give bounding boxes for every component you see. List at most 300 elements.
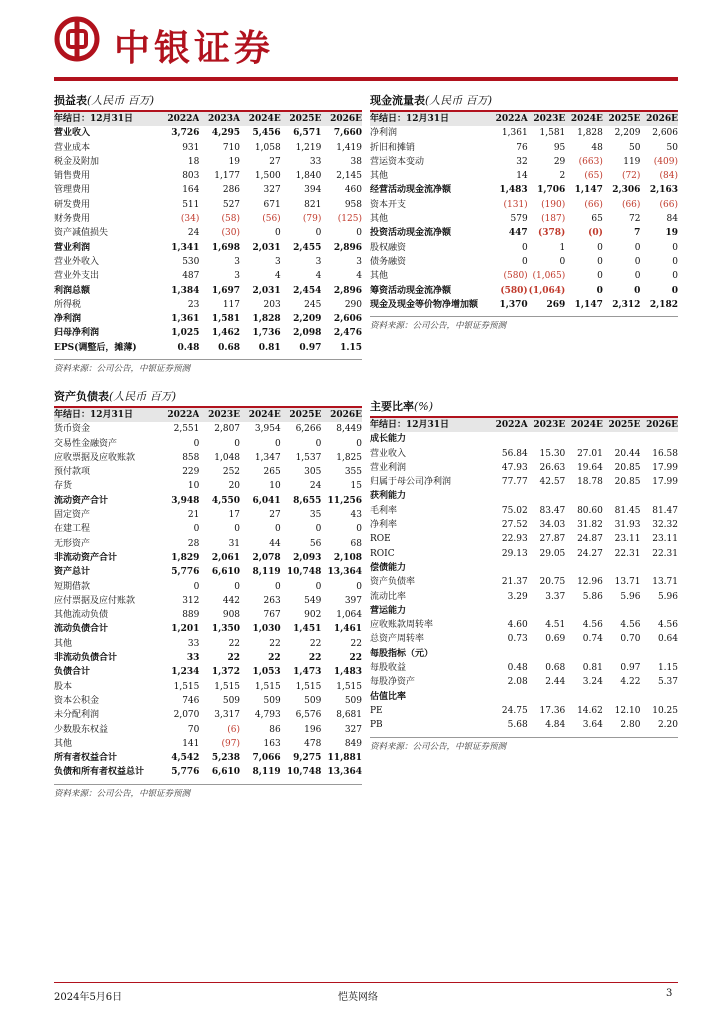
cell-value: 229: [182, 467, 200, 478]
key-ratios-table: [370, 418, 678, 733]
table-row: [370, 241, 678, 255]
row-label: 营业收入: [370, 448, 407, 459]
cell-value: (125): [337, 214, 362, 225]
row-label: 所有者权益合计: [54, 753, 118, 764]
table-row: [54, 212, 362, 226]
table-row: [370, 284, 678, 298]
cell-value: 6,576: [295, 710, 322, 721]
cell-value: 164: [182, 185, 200, 196]
cell-value: 27.52: [501, 520, 528, 531]
row-label: 营业成本: [54, 142, 91, 153]
cell-value: 1,053: [252, 667, 281, 678]
cell-value: 1,515: [336, 681, 362, 692]
cell-value: (190): [541, 199, 566, 210]
cell-value: 26.63: [539, 462, 566, 473]
cell-value: (79): [302, 214, 322, 225]
cell-value: 4,295: [211, 128, 241, 139]
cell-value: 1,515: [295, 681, 322, 692]
table-row: [370, 169, 678, 183]
table-row: [54, 580, 362, 594]
cell-value: 1,828: [252, 314, 281, 325]
cell-value: (187): [541, 214, 566, 225]
cell-value: 3: [234, 271, 241, 282]
cell-value: 14: [516, 171, 528, 182]
cell-value: 4,542: [171, 753, 200, 764]
cell-value: 65: [591, 214, 603, 225]
cell-value: 821: [304, 199, 322, 210]
table-row: [370, 532, 678, 546]
table-row: [370, 155, 678, 169]
source-note: 资料来源：公司公告，中银证券预测: [54, 784, 362, 799]
cell-value: 6,571: [293, 128, 322, 139]
table-row: [370, 575, 678, 589]
cell-value: [565, 647, 603, 661]
cell-value: 34.03: [539, 520, 566, 531]
row-label: 少数股东权益: [54, 724, 109, 735]
cell-value: 0.68: [218, 342, 241, 353]
cell-value: 0.81: [582, 663, 603, 674]
cell-value: 509: [222, 695, 241, 706]
cell-value: 1,201: [171, 624, 200, 635]
row-label: 成长能力: [370, 434, 407, 445]
row-label: 研发费用: [54, 199, 91, 210]
cell-value: 24.75: [501, 705, 528, 716]
row-label: 毛利率: [370, 505, 398, 516]
cell-value: 22.31: [652, 548, 678, 559]
cell-value: 5.68: [507, 720, 528, 731]
row-label: 短期借款: [54, 581, 91, 592]
table-row: [370, 661, 678, 675]
cell-value: 1,350: [211, 624, 241, 635]
row-label: 折旧和摊销: [370, 142, 416, 153]
cell-value: 0: [597, 256, 603, 267]
cell-value: 75.02: [501, 505, 528, 516]
cell-value: 4.56: [657, 620, 678, 631]
row-label: 股权融资: [370, 242, 407, 253]
table-row: [54, 198, 362, 212]
source-note: 资料来源：公司公告，中银证券预测: [54, 359, 362, 374]
cell-value: 6,610: [211, 567, 241, 578]
cell-value: 31.82: [577, 520, 603, 531]
cell-value: 3,726: [171, 128, 200, 139]
cell-value: 22: [269, 638, 281, 649]
cell-value: 4.22: [620, 677, 641, 688]
cell-value: 2,093: [293, 552, 322, 563]
cell-value: 1,451: [293, 624, 322, 635]
cell-value: 746: [182, 695, 200, 706]
row-label: 未分配利润: [54, 710, 100, 721]
cell-value: 0: [315, 581, 322, 592]
cell-value: 5,776: [171, 567, 200, 578]
cell-value: 290: [344, 299, 362, 310]
cash-flow-panel: [370, 92, 678, 331]
bank-of-china-logo-icon: [54, 16, 100, 62]
cell-value: 355: [344, 467, 362, 478]
cell-value: 0: [356, 581, 362, 592]
cell-value: 0: [596, 285, 603, 296]
cell-value: (56): [262, 214, 281, 225]
cash-flow-table: [370, 112, 678, 312]
row-label: 净利润: [370, 128, 398, 139]
cell-value: 269: [546, 299, 566, 310]
table-row: [54, 651, 362, 665]
cell-value: 196: [304, 724, 322, 735]
row-label: 流动负债合计: [54, 624, 109, 635]
cell-value: 48: [591, 142, 603, 153]
cell-value: 1,515: [254, 681, 281, 692]
cell-value: 38: [350, 156, 362, 167]
cell-value: 1,515: [173, 681, 200, 692]
table-row: [370, 675, 678, 689]
table-row: [54, 622, 362, 636]
cell-value: 119: [623, 156, 641, 167]
table-section-row: [370, 432, 678, 446]
income-statement-table: [54, 112, 362, 355]
cell-value: (58): [221, 214, 241, 225]
cell-value: (378): [537, 228, 566, 239]
cell-value: 0: [634, 285, 641, 296]
table-row: [54, 312, 362, 326]
cell-value: 671: [263, 199, 281, 210]
cell-value: 0: [274, 524, 281, 535]
cell-value: 29: [553, 156, 566, 167]
row-label: 销售费用: [54, 171, 91, 182]
cell-value: 84: [666, 214, 678, 225]
cell-value: [565, 432, 603, 446]
cell-value: [565, 690, 603, 704]
cell-value: 5,456: [252, 128, 281, 139]
cell-value: 29.13: [501, 548, 528, 559]
row-label: 其他流动负债: [54, 610, 109, 621]
table-row: [54, 326, 362, 340]
cell-value: 7: [634, 228, 641, 239]
cell-value: 86: [269, 724, 281, 735]
cell-value: [603, 561, 641, 575]
cell-value: 13,364: [327, 767, 362, 778]
cell-value: 1.15: [657, 663, 678, 674]
cell-value: 0: [315, 524, 322, 535]
cell-value: 0.97: [620, 663, 641, 674]
table-row: [54, 608, 362, 622]
cell-value: 24.87: [577, 534, 603, 545]
cell-value: 2,098: [293, 328, 322, 339]
cell-value: 3: [274, 256, 281, 267]
table-row: [54, 284, 362, 298]
cell-value: [640, 690, 678, 704]
cell-value: 22: [349, 653, 362, 664]
row-label: 存货: [54, 481, 73, 492]
cell-value: 1,419: [336, 142, 362, 153]
row-label: 无形资产: [54, 538, 91, 549]
cell-value: 263: [263, 595, 281, 606]
cell-value: 2,078: [252, 552, 281, 563]
row-label: 估值比率: [370, 691, 407, 702]
cell-value: 0: [234, 438, 241, 449]
cell-value: (663): [578, 156, 603, 167]
cell-value: 2,031: [252, 285, 281, 296]
cell-value: 17.99: [652, 477, 678, 488]
cell-value: 19: [228, 156, 241, 167]
cell-value: 1,515: [214, 681, 241, 692]
cell-value: 511: [182, 199, 200, 210]
cell-value: 1,347: [254, 452, 281, 463]
table-row: [370, 255, 678, 269]
cell-value: 2,182: [649, 299, 678, 310]
cell-value: 0: [356, 228, 362, 239]
cell-value: 1,177: [214, 171, 241, 182]
cell-value: 2,896: [333, 242, 362, 253]
cell-value: [528, 690, 566, 704]
table-row: [54, 155, 362, 169]
table-row: [54, 241, 362, 255]
cell-value: (66): [621, 199, 641, 210]
cell-value: 0: [274, 438, 281, 449]
table-row: [370, 269, 678, 283]
row-label: 投资活动现金流净额: [370, 228, 452, 239]
cell-value: 4,550: [211, 495, 241, 506]
row-label: 筹资活动现金流净额: [370, 285, 452, 296]
row-label: 财务费用: [54, 214, 91, 225]
row-label: 利润总额: [54, 285, 91, 296]
table-row: [54, 479, 362, 493]
table-row: [54, 594, 362, 608]
cell-value: 47.93: [501, 462, 528, 473]
company-name: 恺英网络: [338, 992, 378, 1003]
cell-value: 579: [510, 214, 528, 225]
cell-value: 1,537: [295, 452, 322, 463]
cell-value: 1,372: [211, 667, 241, 678]
cell-value: 3,954: [254, 424, 281, 435]
cell-value: 2,070: [173, 710, 200, 721]
cell-value: 3: [356, 256, 362, 267]
table-row: [54, 551, 362, 565]
table-row: [54, 269, 362, 283]
cell-value: 1,473: [293, 667, 322, 678]
cell-value: 81.47: [652, 505, 678, 516]
row-label: 营业利润: [370, 462, 407, 473]
table-row: [370, 461, 678, 475]
table-row: [370, 590, 678, 604]
cell-value: (30): [221, 228, 241, 239]
cell-value: 117: [222, 299, 241, 310]
cell-value: 56: [309, 538, 322, 549]
source-note: 资料来源：公司公告，中银证券预测: [370, 737, 678, 752]
row-label: PB: [370, 720, 383, 731]
cell-value: 3: [315, 256, 322, 267]
cell-value: 2.08: [507, 677, 528, 688]
cell-value: [565, 561, 603, 575]
table-row: [54, 341, 362, 355]
source-note: 资料来源：公司公告，中银证券预测: [370, 316, 678, 331]
cell-value: 849: [344, 738, 362, 749]
row-label: 资本公积金: [54, 695, 100, 706]
cell-value: 20: [228, 481, 241, 492]
row-label: 资产负债率: [370, 577, 416, 588]
cell-value: 1,048: [214, 452, 241, 463]
cell-value: 10: [187, 481, 200, 492]
cell-value: 1,147: [574, 185, 603, 196]
balance-sheet-panel: [54, 388, 362, 799]
cell-value: 12.96: [577, 577, 603, 588]
cell-value: 2,108: [333, 552, 362, 563]
cell-value: 4: [274, 271, 281, 282]
cell-value: 83.47: [539, 505, 566, 516]
panel-title: 损益表(人民币 百万): [54, 92, 362, 112]
cell-value: 0: [634, 242, 641, 253]
cell-value: 24: [309, 481, 322, 492]
cell-value: 141: [182, 738, 200, 749]
row-label: 净利润: [54, 314, 82, 325]
cell-value: 902: [304, 610, 322, 621]
cell-value: 2,807: [214, 424, 241, 435]
cell-value: 50: [666, 142, 678, 153]
cell-value: 10: [269, 481, 281, 492]
income-statement-panel: [54, 92, 362, 374]
cell-value: 1,064: [336, 610, 362, 621]
cell-value: 286: [222, 185, 241, 196]
table-row: [370, 547, 678, 561]
row-label: 负债和所有者权益总计: [54, 767, 145, 778]
cell-value: 1,461: [333, 624, 362, 635]
row-label: 资本开支: [370, 199, 407, 210]
row-label: 非流动负债合计: [54, 653, 118, 664]
cell-value: 0: [671, 285, 678, 296]
cell-value: [603, 489, 641, 503]
cell-value: 23.11: [652, 534, 678, 545]
cell-value: 1,030: [252, 624, 281, 635]
cell-value: 70: [187, 724, 200, 735]
cell-value: [490, 561, 528, 575]
cell-value: 0: [193, 524, 200, 535]
cell-value: 908: [222, 610, 241, 621]
row-label: 流动比率: [370, 591, 407, 602]
table-section-row: [370, 647, 678, 661]
cell-value: 12.10: [614, 705, 641, 716]
cell-value: 50: [628, 142, 641, 153]
cell-value: 14.62: [577, 705, 603, 716]
cell-value: [528, 561, 566, 575]
cell-value: 1,025: [171, 328, 200, 339]
cell-value: (65): [584, 171, 603, 182]
cell-value: 5,238: [211, 753, 241, 764]
row-label: ROE: [370, 534, 391, 545]
cell-value: (409): [653, 156, 678, 167]
cell-value: 31: [228, 538, 241, 549]
cell-value: 10.25: [652, 705, 678, 716]
table-row: [54, 255, 362, 269]
cell-value: 0: [597, 242, 603, 253]
cell-value: 767: [263, 610, 281, 621]
cell-value: 7,066: [252, 753, 281, 764]
table-section-row: [370, 489, 678, 503]
cell-value: 33: [309, 156, 322, 167]
row-label: 负债合计: [54, 667, 91, 678]
table-row: [54, 565, 362, 579]
cell-value: [528, 432, 566, 446]
cell-value: 0: [356, 524, 362, 535]
table-section-row: [370, 604, 678, 618]
cell-value: 77.77: [501, 477, 528, 488]
cell-value: 397: [344, 595, 362, 606]
cell-value: [640, 647, 678, 661]
row-label: 在建工程: [54, 524, 91, 535]
cell-value: 80.60: [577, 505, 603, 516]
cell-value: 2,455: [293, 242, 322, 253]
cell-value: (66): [584, 199, 603, 210]
cell-value: 203: [263, 299, 281, 310]
table-row: [54, 637, 362, 651]
cell-value: 7,660: [333, 128, 362, 139]
cell-value: 447: [508, 228, 528, 239]
cell-value: 8,681: [336, 710, 362, 721]
cell-value: 1,384: [171, 285, 200, 296]
cell-value: 23.11: [614, 534, 641, 545]
row-label: 每股净资产: [370, 677, 416, 688]
panel-title: 现金流量表(人民币 百万): [370, 92, 678, 112]
cell-value: 22: [309, 638, 322, 649]
cell-value: 4.84: [545, 720, 566, 731]
table-row: [370, 618, 678, 632]
cell-value: 527: [222, 199, 241, 210]
table-row: [370, 504, 678, 518]
cell-value: 0: [315, 438, 322, 449]
cell-value: 10,748: [286, 567, 322, 578]
cell-value: 509: [263, 695, 281, 706]
cell-value: (34): [180, 214, 200, 225]
cell-value: 24: [187, 228, 200, 239]
cell-value: 21.37: [501, 577, 528, 588]
row-label: 营业利润: [54, 242, 91, 253]
cell-value: 72: [628, 214, 641, 225]
cell-value: 0: [234, 581, 241, 592]
cell-value: [528, 604, 566, 618]
table-row: [54, 494, 362, 508]
table-row: [54, 694, 362, 708]
cell-value: 0.97: [299, 342, 322, 353]
row-label: 净利率: [370, 520, 398, 531]
table-row: [54, 169, 362, 183]
table-row: [370, 141, 678, 155]
cell-value: 0.74: [582, 634, 603, 645]
cell-value: 1,483: [333, 667, 362, 678]
cell-value: 1,829: [171, 552, 200, 563]
table-row: [54, 665, 362, 679]
header-rule: [54, 77, 678, 81]
panel-title: 主要比率(%): [370, 398, 678, 418]
row-label: 管理费用: [54, 185, 91, 196]
cell-value: 44: [269, 538, 281, 549]
table-row: [370, 212, 678, 226]
cell-value: 0: [672, 242, 678, 253]
row-label: 资产总计: [54, 567, 91, 578]
table-row: [370, 298, 678, 312]
cell-value: 509: [304, 695, 322, 706]
cell-value: [490, 489, 528, 503]
table-row: [54, 451, 362, 465]
cell-value: 305: [304, 467, 322, 478]
table-row: [370, 632, 678, 646]
cell-value: 3.37: [545, 591, 566, 602]
row-label: 其他: [370, 271, 389, 282]
cell-value: 0.48: [177, 342, 200, 353]
cell-value: 0.70: [620, 634, 641, 645]
cell-value: 43: [350, 510, 362, 521]
cell-value: 1,840: [295, 171, 322, 182]
cell-value: 33: [186, 653, 200, 664]
cell-value: 32: [516, 156, 528, 167]
row-label: 每股收益: [370, 663, 407, 674]
cell-value: 5.96: [657, 591, 678, 602]
